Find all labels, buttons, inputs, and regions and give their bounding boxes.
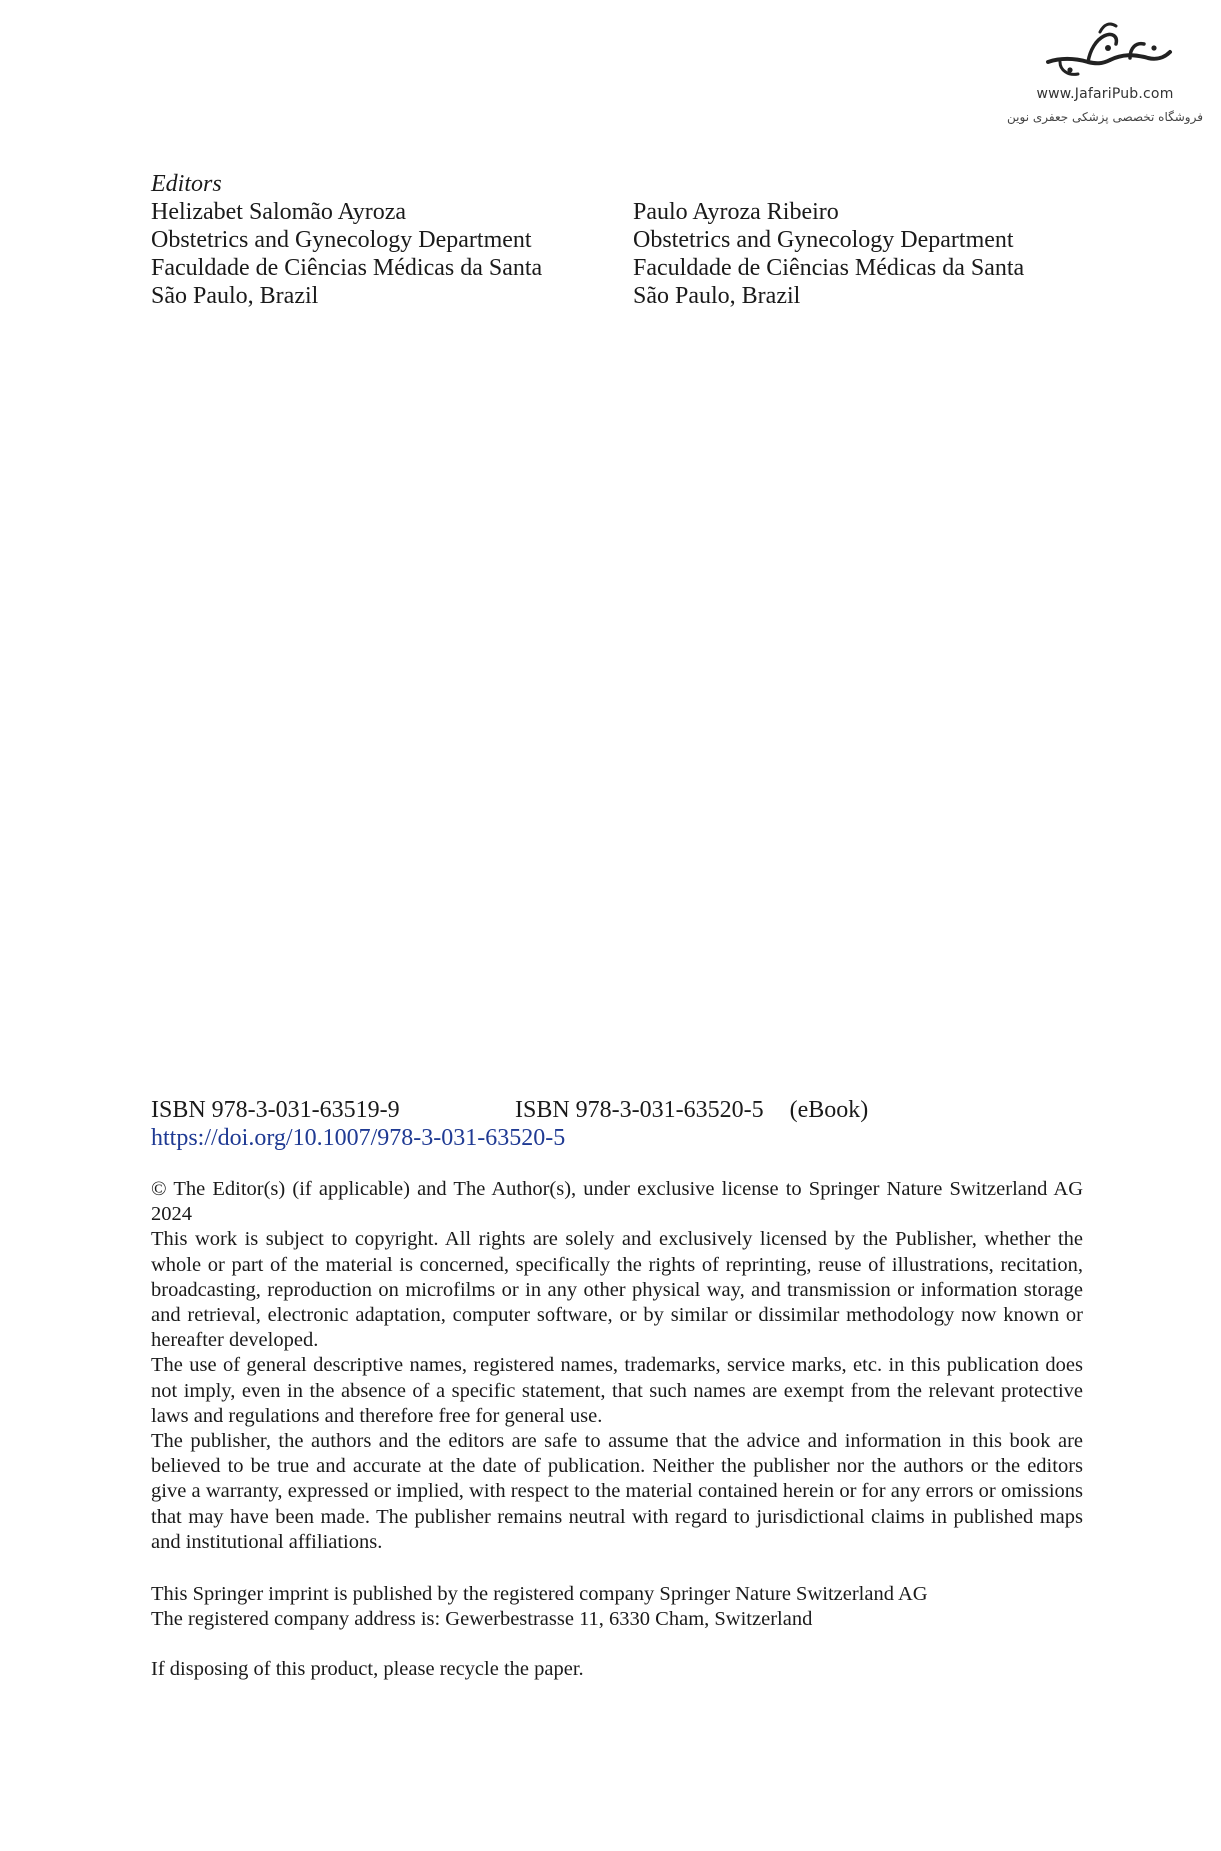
isbn-row bbox=[151, 1096, 868, 1124]
watermark-tagline: فروشگاه تخصصی پزشکی جعفری نوین bbox=[1007, 110, 1203, 124]
publisher-watermark bbox=[1000, 18, 1210, 143]
isbn-ebook-tag: (eBook) bbox=[789, 1097, 869, 1123]
copyright-statement: © The Editor(s) (if applicable) and The Author(s), under exclusive license to Springer Nature Switzerland AG 2024 bbox=[151, 1178, 1083, 1226]
jafari-calligraphy-logo-icon bbox=[1030, 18, 1180, 84]
editor-name: Paulo Ayroza Ribeiro bbox=[633, 199, 839, 225]
disclaimer-statement: The publisher, the authors and the editors are safe to assume that the advice and information in this book are believed to be true and accurate at the date of publication. Neither the publisher nor the authors or the editors give a warranty, expressed or implied, with respect to the material contained herein or for any errors or omissions that may have been made. The publisher remains neutral with regard to jurisdictional claims in published maps and institutional affiliations. bbox=[151, 1430, 1083, 1553]
editor-department: Obstetrics and Gynecology Department bbox=[151, 227, 532, 253]
editors-heading: Editors bbox=[151, 171, 222, 197]
trademark-statement: The use of general descriptive names, registered names, trademarks, service marks, etc. in this publication does not imply, even in the absence of a specific statement, that such names are exempt from the relevant protective laws and regulations and therefore free for general use. bbox=[151, 1354, 1083, 1427]
editor-location: São Paulo, Brazil bbox=[151, 283, 319, 309]
isbn-ebook: ISBN 978-3-031-63520-5 bbox=[515, 1097, 764, 1123]
imprint-info bbox=[151, 1582, 928, 1632]
watermark-url: www.JafariPub.com bbox=[1036, 86, 1174, 102]
editor-name: Helizabet Salomão Ayroza bbox=[151, 199, 407, 225]
imprint-company: This Springer imprint is published by the registered company Springer Nature Switzerland AG bbox=[151, 1583, 928, 1605]
isbn-print: ISBN 978-3-031-63519-9 bbox=[151, 1097, 400, 1123]
recycle-note: If disposing of this product, please recycle the paper. bbox=[151, 1658, 584, 1680]
editor-institution: Faculdade de Ciências Médicas da Santa bbox=[633, 255, 1025, 281]
editor-department: Obstetrics and Gynecology Department bbox=[633, 227, 1014, 253]
editor-institution: Faculdade de Ciências Médicas da Santa bbox=[151, 255, 543, 281]
editor-right bbox=[633, 198, 1024, 310]
editor-location: São Paulo, Brazil bbox=[633, 283, 801, 309]
legal-notice bbox=[151, 1177, 1083, 1555]
editor-left bbox=[151, 198, 542, 310]
imprint-address: The registered company address is: Gewerbestrasse 11, 6330 Cham, Switzerland bbox=[151, 1608, 813, 1631]
doi-link[interactable]: https://doi.org/10.1007/978-3-031-63520-5 bbox=[151, 1125, 566, 1151]
rights-statement: This work is subject to copyright. All rights are solely and exclusively licensed by the Publisher, whether the whole or part of the material is concerned, specifically the rights of reprinting, reuse of illustrations, recitation, broadcasting, reproduction on microfilms or in any other physical way, and transmission or information storage and retrieval, electronic adaptation, computer software, or by similar or dissimilar methodology now known or hereafter developed. bbox=[151, 1228, 1083, 1352]
